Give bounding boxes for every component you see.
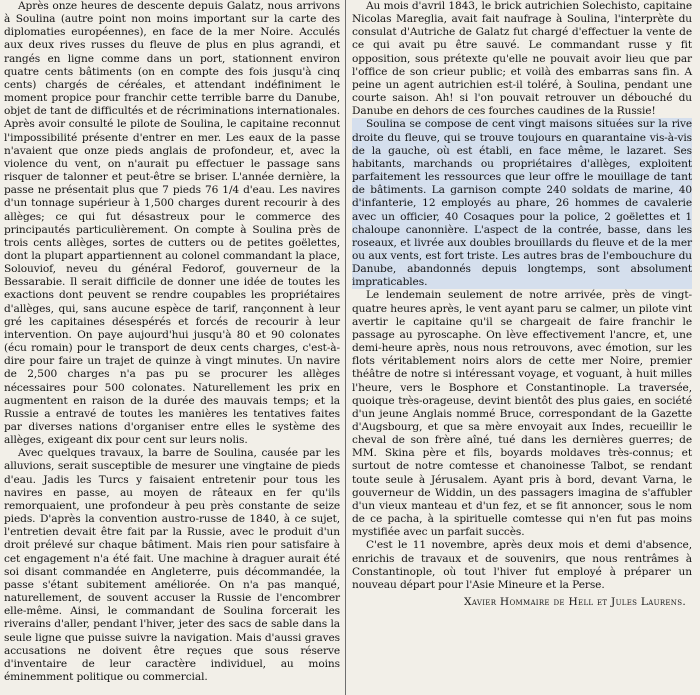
author-signature: Xavier Hommaire de Hell et Jules Laurens. [464, 596, 686, 609]
paragraph-retour-constantinople: C'est le 11 novembre, après deux mois et demi d'absence, enrichis de travaux et de souvenirs, que nous rentrâmes à Constantinople, où tout l'hiver fut employé à préparer un nouveau départ pour l'Asie Mineure et la Perse. [352, 539, 692, 591]
paragraph-brick-autrichien: Au mois d'avril 1843, le brick autrichien Solechisto, capitaine Nicolas Mareglia, avait fait naufrage à Soulina, l'interprète du consulat d'Autriche de Galatz fut chargé d'effectuer la vente de ce qui avait pu être sauvé. Le commandant russe y fit opposition, sous prétexte qu'elle ne pouvait avoir lieu que par l'office de son crieur public; et voilà des embarras sans fin. A peine un agent autrichien est-il toléré, à Soulina, pendant une courte saison. Ah! si l'on pouvait retrouver un débouché du Danube en dehors de ces fourches caudines de la Russie! [352, 0, 692, 118]
column-divider [345, 0, 346, 695]
paragraph-barre-soulina: Avec quelques travaux, la barre de Soulina, causée par les alluvions, serait susceptible de mesurer une vingtaine de pieds d'eau. Jadis les Turcs y faisaient entretenir pour tous les navires en passe, au moyen de râteaux en fer qu'ils remorquaient, une profondeur à peu près constante de seize pieds. D'après la convention austro-russe de 1840, à ce sujet, l'entretien devait être fait par la Russie, avec le produit d'un droit prélevé sur chaque bâtiment. Mais rien pour satisfaire à cet engagement n'a été fait. Une machine à draguer aurait été soi disant commandée en Angleterre, puis décommandée, la passe s'étant subitement améliorée. On n'a pas manqué, naturellement, de souvent accuser la Russie de l'encombrer elle-même. Ainsi, le commandant de Soulina forcerait les riverains d'aller, pendant l'hiver, jeter des sacs de sable dans la seule ligne que puisse suivre la navigation. Mais d'aussi graves accusations ne doivent être reçues que sous réserve d'inventaire de leur caractère individuel, au moins éminemment politique ou commercial. [4, 447, 340, 683]
right-column [352, 0, 692, 609]
paragraph-traversee: Le lendemain seulement de notre arrivée, près de vingt-quatre heures après, le vent ayant paru se calmer, un pilote vint avertir le capitaine qu'il se chargeait de faire franchir le passage au pyroscaphe. On lève effectivement l'ancre, et, une demi-heure après, nous nous retrouvons, avec émotion, sur les flots véritablement noirs alors de cette mer Noire, premier théâtre de notre si intéressant voyage, et voguant, à huit milles l'heure, vers le Bosphore et Constantinople. La traversée, quoique très-orageuse, devint bientôt des plus gaies, en société d'un jeune Anglais nommé Bruce, correspondant de la Gazette d'Augsbourg, et que sa mère envoyait aux Indes, recueillir le cheval de son frère aîné, tué dans les dernières guerres; de MM. Skina père et fils, boyards moldaves très-connus; et surtout de notre comtesse et chanoinesse Talbot, se rendant toute seule à Jérusalem. Ayant pris à bord, devant Varna, le gouverneur de Widdin, un des passagers imagina de s'affubler d'un vieux manteau et d'un fez, et se fit annoncer, sous le nom de ce pacha, à la spirituelle comtesse qui n'en fut pas moins mystifiée avec un parfait succès. [352, 289, 692, 539]
paragraph-soulina-description: Soulina se compose de cent vingt maisons situées sur la rive droite du fleuve, qui se trouve toujours en quarantaine vis-à-vis de la gauche, où est établi, en face même, le lazaret. Ses habitants, marchands ou propriétaires d'allèges, exploitent parfaitement les ressources que leur offre le mouillage de tant de bâtiments. La garnison compte 240 soldats de marine, 40 d'infanterie, 12 employés au phare, 26 hommes de cavalerie avec un officier, 40 Cosaques pour la police, 2 goëlettes et 1 chaloupe canonnière. L'aspect de la contrée, basse, dans les roseaux, et livrée aux doubles brouillards du fleuve et de la mer ou aux vents, est fort triste. Les autres bras de l'embouchure du Danube, abandonnés depuis longtemps, sont absolument impraticables. [352, 118, 692, 289]
paragraph-arrival-soulina: Après onze heures de descente depuis Galatz, nous arrivons à Soulina (autre point non moins important sur la carte des diplomaties européennes), en face de la mer Noire. Acculés aux deux rives russes du fleuve de plus en plus agrandi, et rangés en ligne comme dans un port, stationnent environ quatre cents bâtiments (on en compte des fois jusqu'à cinq cents) chargés de céréales, et attendant indéfiniment le moment propice pour franchir cette terrible barre du Danube, objet de tant de difficultés et de récriminations internationales. Après avoir consulté le pilote de Soulina, le capitaine reconnut l'impossibilité présente d'entrer en mer. Les eaux de la passe n'avaient que onze pieds anglais de profondeur, et, avec la violence du vent, on n'aurait pu effectuer le passage sans risquer de talonner et peut-être se briser. L'année dernière, la passe ne présentait plus que 7 pieds 76 1/4 d'eau. Les navires d'un tonnage supérieur à 1,500 charges durent recourir à des allèges; ce qui fut désastreux pour le commerce des principautés particulièrement. On compte à Soulina près de trois cents allèges, sortes de cutters ou de petites goëlettes, dont la plupart appartiennent au colonel commandant la place, Solouviof, neveu du général Fedorof, gouverneur de la Bessarabie. Il serait difficile de donner une idée de toutes les exactions dont peuvent se rendre coupables les propriétaires d'allèges, qui, sans aucune espèce de tarif, rançonnent à leur gré les capitaines désespérés et forcés de recourir à leur intervention. On paye aujourd'hui jusqu'à 80 et 90 colonates (écu romain) pour le transport de deux cents charges, c'est-à-dire pour faire un trajet de quinze à vingt minutes. Un navire de 2,500 charges n'a pas pu se procurer les allèges nécessaires pour 500 colonates. Naturellement les prix en augmentent en raison de la durée des mauvais temps; et la Russie a entravé de toutes les manières les tentatives faites par diverses nations d'organiser entre elles le système des allèges, exigeant dix pour cent sur leurs nolis. [4, 0, 340, 447]
left-column [4, 0, 340, 684]
